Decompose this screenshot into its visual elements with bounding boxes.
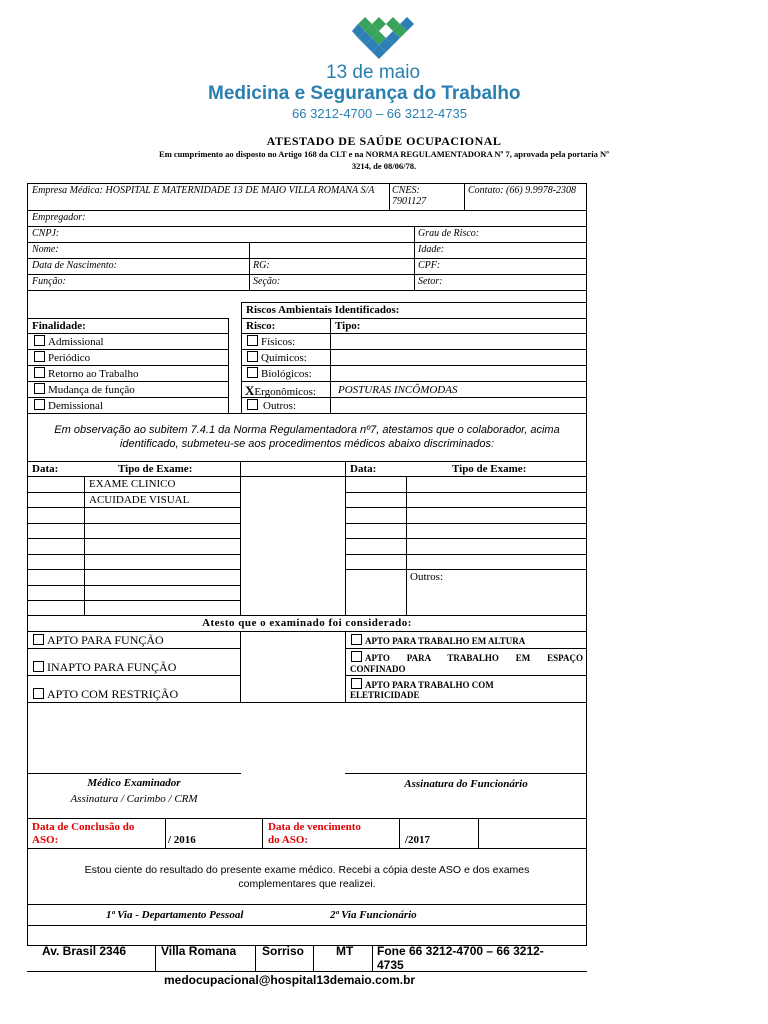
ano-conclusao-field[interactable]: / 2016: [168, 834, 196, 846]
footer-bairro: Villa Romana: [161, 944, 237, 958]
checkbox-icon[interactable]: [247, 335, 258, 346]
apto-altura-option[interactable]: APTO PARA TRABALHO EM ALTURA: [351, 634, 525, 646]
tipo-header: Tipo:: [335, 320, 361, 332]
data-vencimento-label: Data de vencimento do ASO:: [268, 821, 361, 846]
empresa-field: Empresa Médica: HOSPITAL E MATERNIDADE 13 DE MAIO VILLA ROMANA S/A: [32, 185, 375, 196]
finalidade-demissional[interactable]: Demissional: [34, 399, 103, 412]
observacao-line-1: Em observação ao subitem 7.4.1 da Norma Regulamentadora nº7, atestamos que o colaborador, acima: [54, 424, 560, 436]
medico-examinador-sublabel: Assinatura / Carimbo / CRM: [70, 793, 198, 805]
ano-vencimento-field[interactable]: /2017: [405, 834, 431, 846]
checkbox-icon[interactable]: [33, 661, 44, 672]
ciente-line-2: complementares que realizei.: [238, 878, 376, 890]
finalidade-title: Finalidade:: [32, 320, 86, 332]
via-departamento-pessoal: 1ª Via - Departamento Pessoal: [106, 909, 244, 921]
checkbox-icon[interactable]: [34, 383, 45, 394]
risco-ergonomicos[interactable]: XErgonômicos:: [245, 383, 316, 398]
data-nascimento-field[interactable]: Data de Nascimento:: [32, 260, 117, 271]
apto-restricao-option[interactable]: APTO COM RESTRIÇÃO: [33, 687, 178, 702]
exame-item: EXAME CLINICO: [89, 478, 176, 490]
risco-fisicos[interactable]: Físicos:: [247, 335, 295, 348]
exames-right-data-header: Data:: [350, 463, 377, 475]
risco-header: Risco:: [246, 320, 276, 332]
checkbox-icon[interactable]: [34, 335, 45, 346]
checkbox-icon[interactable]: [351, 678, 362, 689]
exame-item: ACUIDADE VISUAL: [89, 494, 190, 506]
finalidade-mudanca[interactable]: Mudança de função: [34, 383, 135, 396]
exames-outros-label: Outros:: [410, 571, 443, 583]
exames-right-tipo-header: Tipo de Exame:: [452, 463, 527, 475]
document-title: ATESTADO DE SAÚDE OCUPACIONAL: [266, 134, 502, 148]
secao-field[interactable]: Seção:: [253, 276, 281, 287]
contato-field: Contato: (66) 9.9978-2308: [468, 185, 577, 196]
ciente-line-1: Estou ciente do resultado do presente exame médico. Recebi a cópia deste ASO e dos exames: [84, 864, 530, 876]
brand-phones: 66 3212-4700 – 66 3212-4735: [292, 106, 467, 121]
checkbox-icon[interactable]: [247, 367, 258, 378]
legal-line-2: 3214, de 08/06/78.: [351, 161, 417, 171]
checkbox-icon[interactable]: [34, 399, 45, 410]
apto-funcao-option[interactable]: APTO PARA FUNÇÃO: [33, 633, 164, 648]
footer-email[interactable]: medocupacional@hospital13demaio.com.br: [164, 973, 416, 987]
checkbox-icon[interactable]: [33, 634, 44, 645]
assinatura-funcionario-label: Assinatura do Funcionário: [404, 778, 528, 790]
logo-heart-icon: [352, 14, 414, 64]
setor-field[interactable]: Setor:: [418, 276, 443, 287]
checkbox-icon[interactable]: [34, 351, 45, 362]
finalidade-admissional[interactable]: Admissional: [34, 335, 104, 348]
riscos-title: Riscos Ambientais Identificados:: [246, 304, 400, 316]
cpf-field[interactable]: CPF:: [418, 260, 441, 271]
nome-field[interactable]: Nome:: [32, 244, 59, 255]
finalidade-retorno[interactable]: Retorno ao Trabalho: [34, 367, 138, 380]
idade-field[interactable]: Idade:: [418, 244, 445, 255]
risco-biologicos[interactable]: Biológicos:: [247, 367, 312, 380]
funcao-field[interactable]: Função:: [32, 276, 66, 287]
checkbox-icon[interactable]: [351, 634, 362, 645]
exames-left-tipo-header: Tipo de Exame:: [118, 463, 193, 475]
checkbox-icon[interactable]: [351, 651, 362, 662]
cnes-field: CNES: 7901127: [392, 185, 427, 207]
brand-subtitle: Medicina e Segurança do Trabalho: [208, 83, 521, 104]
footer-fone: Fone 66 3212-4700 – 66 3212- 4735: [377, 944, 544, 972]
rg-field[interactable]: RG:: [253, 260, 270, 271]
checkbox-icon[interactable]: [247, 399, 258, 410]
footer-uf: MT: [336, 944, 354, 958]
data-conclusao-label: Data de Conclusão do ASO:: [32, 821, 135, 846]
cnpj-field[interactable]: CNPJ:: [32, 228, 60, 239]
apto-eletricidade-continuation: ELETRICIDADE: [350, 690, 420, 700]
apto-confinado-option[interactable]: APTO PARA TRABALHO EM ESPAÇO: [351, 651, 583, 663]
empregador-field[interactable]: Empregador:: [32, 212, 86, 223]
inapto-funcao-option[interactable]: INAPTO PARA FUNÇÃO: [33, 660, 176, 675]
footer-cidade: Sorriso: [262, 944, 305, 958]
checked-x-icon[interactable]: X: [245, 383, 255, 398]
exames-left-data-header: Data:: [32, 463, 59, 475]
risco-outros[interactable]: Outros:: [247, 399, 296, 412]
ergonomico-tipo-value: POSTURAS INCÔMODAS: [338, 384, 458, 396]
finalidade-periodico[interactable]: Periódico: [34, 351, 90, 364]
apto-eletricidade-option[interactable]: APTO PARA TRABALHO COM: [351, 678, 494, 690]
medico-examinador-label: Médico Examinador: [87, 777, 181, 789]
risco-quimicos[interactable]: Químicos:: [247, 351, 307, 364]
observacao-line-2: identificado, submeteu-se aos procedimentos médicos abaixo discriminados:: [119, 438, 495, 450]
atesto-title: Atesto que o examinado foi considerado:: [202, 617, 412, 629]
via-funcionario: 2ª Via Funcionário: [330, 909, 417, 921]
checkbox-icon[interactable]: [247, 351, 258, 362]
grau-risco-field[interactable]: Grau de Risco:: [418, 228, 480, 239]
brand-name: 13 de maio: [326, 62, 421, 83]
legal-line-1: Em cumprimento ao disposto no Artigo 168 da CLT e na NORMA REGULAMENTADORA Nº 7, aprovada pela portaria Nº: [159, 149, 609, 159]
footer-address: Av. Brasil 2346: [42, 944, 127, 958]
checkbox-icon[interactable]: [33, 688, 44, 699]
checkbox-icon[interactable]: [34, 367, 45, 378]
apto-confinado-continuation: CONFINADO: [350, 664, 406, 674]
